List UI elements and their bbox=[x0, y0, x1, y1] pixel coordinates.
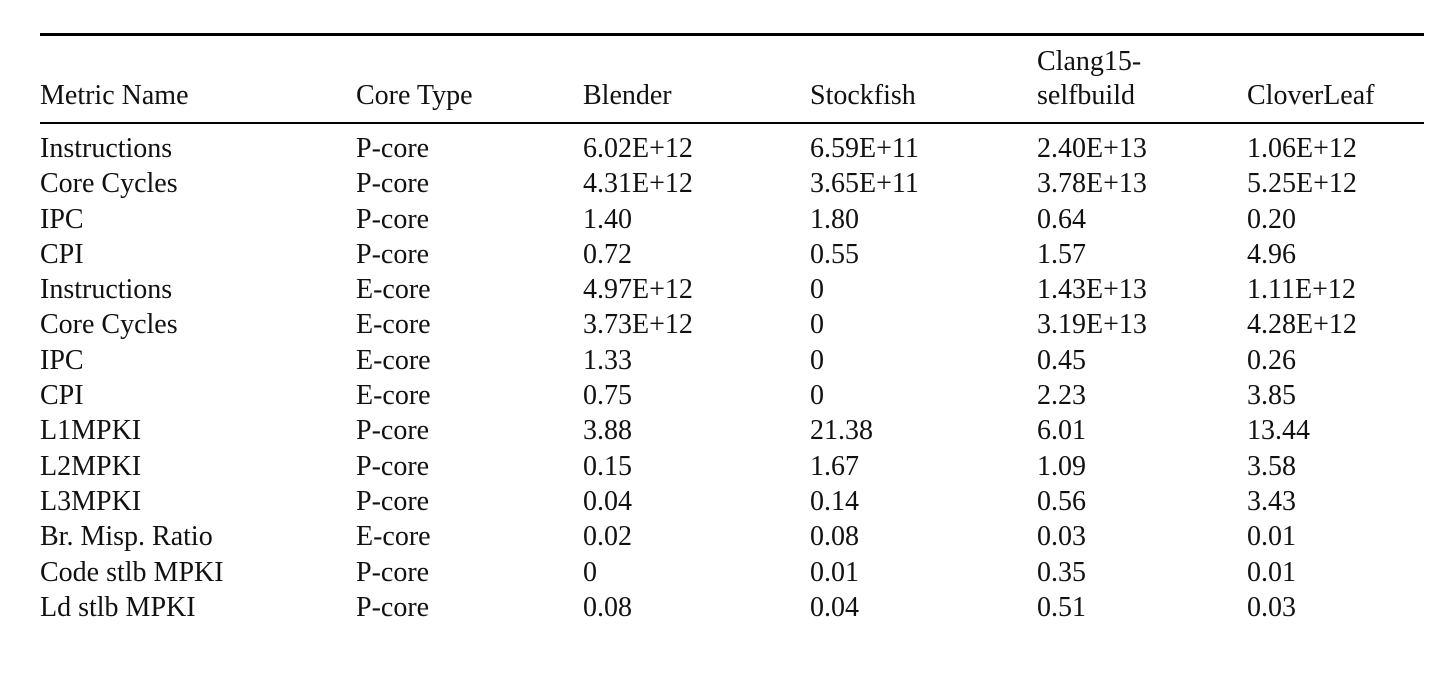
table-row bbox=[40, 237, 1424, 272]
table-row bbox=[40, 123, 1424, 166]
clang15-cell: 2.23 bbox=[1037, 380, 1086, 412]
core-type-cell: P-core bbox=[356, 133, 430, 164]
clang15-cell: 0.35 bbox=[1037, 556, 1086, 588]
core-type-cell: E-core bbox=[356, 380, 431, 412]
table-row bbox=[40, 272, 1424, 307]
cloverleaf-cell: 1.06E+12 bbox=[1247, 133, 1357, 164]
blender-cell: 4.31E+12 bbox=[583, 168, 693, 200]
core-type-cell: E-core bbox=[356, 309, 431, 341]
blender-cell: 0.72 bbox=[583, 238, 632, 270]
table-row bbox=[40, 166, 1424, 201]
metric-name-cell: Core Cycles bbox=[40, 309, 178, 341]
cloverleaf-cell: 3.85 bbox=[1247, 380, 1296, 412]
metrics-table bbox=[40, 33, 1424, 625]
table-row bbox=[40, 555, 1424, 590]
blender-cell: 0.08 bbox=[583, 591, 632, 623]
blender-cell: 0.02 bbox=[583, 521, 632, 553]
header-core-type: Core Type bbox=[356, 35, 583, 124]
metric-name-cell: L1MPKI bbox=[40, 415, 142, 447]
metric-name-cell: Core Cycles bbox=[40, 168, 178, 200]
table-row bbox=[40, 202, 1424, 237]
header-metric-name: Metric Name bbox=[40, 35, 356, 124]
header-clang15-line2: selfbuild bbox=[1037, 80, 1135, 111]
core-type-cell: P-core bbox=[356, 591, 430, 623]
stockfish-cell: 0.55 bbox=[810, 238, 859, 270]
stockfish-cell: 0.04 bbox=[810, 591, 859, 623]
cloverleaf-cell: 5.25E+12 bbox=[1247, 168, 1357, 200]
blender-cell: 0.15 bbox=[583, 450, 632, 482]
table-row bbox=[40, 449, 1424, 484]
stockfish-cell: 6.59E+11 bbox=[810, 133, 919, 164]
metrics-table-container bbox=[40, 33, 1424, 625]
clang15-cell: 2.40E+13 bbox=[1037, 133, 1147, 164]
core-type-cell: E-core bbox=[356, 344, 431, 376]
clang15-cell: 0.45 bbox=[1037, 344, 1086, 376]
core-type-cell: P-core bbox=[356, 450, 430, 482]
stockfish-cell: 0.01 bbox=[810, 556, 859, 588]
stockfish-cell: 0 bbox=[810, 344, 824, 376]
table-row bbox=[40, 378, 1424, 413]
metric-name-cell: CPI bbox=[40, 380, 84, 412]
core-type-cell: P-core bbox=[356, 485, 430, 517]
blender-cell: 1.40 bbox=[583, 203, 632, 235]
clang15-cell: 1.43E+13 bbox=[1037, 274, 1147, 306]
table-row bbox=[40, 519, 1424, 554]
stockfish-cell: 3.65E+11 bbox=[810, 168, 919, 200]
cloverleaf-cell: 13.44 bbox=[1247, 415, 1310, 447]
table-row bbox=[40, 343, 1424, 378]
metric-name-cell: Instructions bbox=[40, 274, 173, 306]
table-body bbox=[40, 123, 1424, 625]
clang15-cell: 0.51 bbox=[1037, 591, 1086, 623]
header-row bbox=[40, 35, 1424, 124]
core-type-cell: P-core bbox=[356, 238, 430, 270]
metric-name-cell: IPC bbox=[40, 203, 84, 235]
header-blender: Blender bbox=[583, 35, 810, 124]
core-type-cell: P-core bbox=[356, 415, 430, 447]
clang15-cell: 0.56 bbox=[1037, 485, 1086, 517]
cloverleaf-cell: 1.11E+12 bbox=[1247, 274, 1356, 306]
stockfish-cell: 1.67 bbox=[810, 450, 859, 482]
header-cloverleaf: CloverLeaf bbox=[1247, 35, 1424, 124]
blender-cell: 1.33 bbox=[583, 344, 632, 376]
table-row bbox=[40, 413, 1424, 448]
blender-cell: 3.73E+12 bbox=[583, 309, 693, 341]
cloverleaf-cell: 0.01 bbox=[1247, 521, 1296, 553]
stockfish-cell: 0 bbox=[810, 380, 824, 412]
table-row bbox=[40, 307, 1424, 342]
blender-cell: 6.02E+12 bbox=[583, 133, 693, 164]
core-type-cell: E-core bbox=[356, 274, 431, 306]
stockfish-cell: 0 bbox=[810, 274, 824, 306]
clang15-cell: 0.03 bbox=[1037, 521, 1086, 553]
cloverleaf-cell: 3.58 bbox=[1247, 450, 1296, 482]
table-header bbox=[40, 35, 1424, 124]
core-type-cell: E-core bbox=[356, 521, 431, 553]
core-type-cell: P-core bbox=[356, 203, 430, 235]
clang15-cell: 1.57 bbox=[1037, 238, 1086, 270]
clang15-cell: 0.64 bbox=[1037, 203, 1086, 235]
metric-name-cell: Ld stlb MPKI bbox=[40, 591, 196, 623]
metric-name-cell: Br. Misp. Ratio bbox=[40, 521, 213, 553]
blender-cell: 0.75 bbox=[583, 380, 632, 412]
stockfish-cell: 21.38 bbox=[810, 415, 873, 447]
blender-cell: 0 bbox=[583, 556, 597, 588]
cloverleaf-cell: 0.20 bbox=[1247, 203, 1296, 235]
blender-cell: 4.97E+12 bbox=[583, 274, 693, 306]
metric-name-cell: Instructions bbox=[40, 133, 173, 164]
stockfish-cell: 1.80 bbox=[810, 203, 859, 235]
clang15-cell: 3.78E+13 bbox=[1037, 168, 1147, 200]
header-stockfish: Stockfish bbox=[810, 35, 1037, 124]
metric-name-cell: IPC bbox=[40, 344, 84, 376]
stockfish-cell: 0.08 bbox=[810, 521, 859, 553]
metric-name-cell: L2MPKI bbox=[40, 450, 142, 482]
metric-name-cell: CPI bbox=[40, 238, 84, 270]
blender-cell: 3.88 bbox=[583, 415, 632, 447]
header-clang15-line1: Clang15- bbox=[1037, 46, 1142, 77]
metric-name-cell: Code stlb MPKI bbox=[40, 556, 224, 588]
cloverleaf-cell: 0.01 bbox=[1247, 556, 1296, 588]
cloverleaf-cell: 4.28E+12 bbox=[1247, 309, 1357, 341]
stockfish-cell: 0 bbox=[810, 309, 824, 341]
cloverleaf-cell: 3.43 bbox=[1247, 485, 1296, 517]
table-row bbox=[40, 484, 1424, 519]
clang15-cell: 6.01 bbox=[1037, 415, 1086, 447]
blender-cell: 0.04 bbox=[583, 485, 632, 517]
stockfish-cell: 0.14 bbox=[810, 485, 859, 517]
clang15-cell: 1.09 bbox=[1037, 450, 1086, 482]
core-type-cell: P-core bbox=[356, 168, 430, 200]
core-type-cell: P-core bbox=[356, 556, 430, 588]
header-clang15-selfbuild bbox=[1037, 35, 1247, 124]
cloverleaf-cell: 0.03 bbox=[1247, 591, 1296, 623]
cloverleaf-cell: 0.26 bbox=[1247, 344, 1296, 376]
cloverleaf-cell: 4.96 bbox=[1247, 238, 1296, 270]
table-row bbox=[40, 590, 1424, 625]
clang15-cell: 3.19E+13 bbox=[1037, 309, 1147, 341]
metric-name-cell: L3MPKI bbox=[40, 485, 142, 517]
